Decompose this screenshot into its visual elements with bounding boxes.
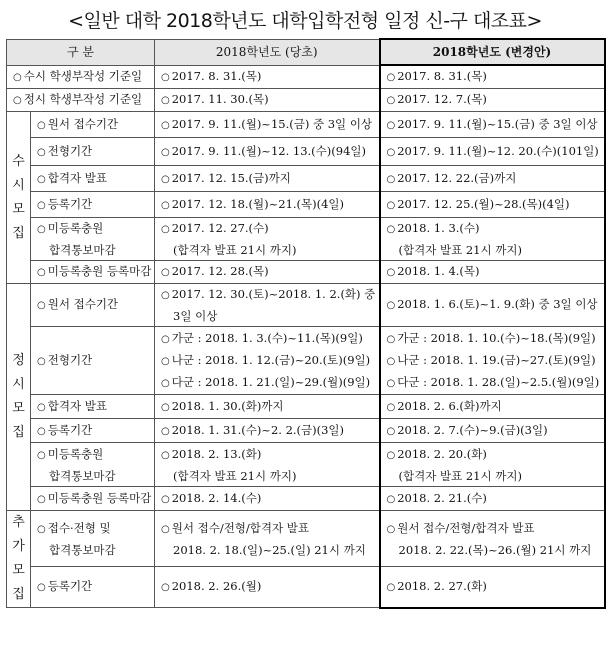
header-category: 구 분 xyxy=(7,39,155,65)
new-value xyxy=(380,261,605,284)
cell-text: 2018. 1. 6.(토)~1. 9.(화) 중 3일 이상 xyxy=(397,297,598,311)
schedule-table xyxy=(6,38,606,609)
cell-text: 2017. 8. 31.(목) xyxy=(171,68,262,83)
new-value xyxy=(380,327,605,395)
bullet-icon: ○ xyxy=(386,72,396,83)
cell-text: 2017. 12. 22.(금)까지 xyxy=(397,170,517,185)
section-char: 가 xyxy=(12,539,25,554)
table-row xyxy=(7,443,605,487)
bullet-icon: ○ xyxy=(386,173,396,185)
cell-text: 2018. 2. 14.(수) xyxy=(171,490,262,505)
cell-text: 원서 접수/전형/합격자 발표 xyxy=(397,520,535,535)
cell-text: 합격자 발표 xyxy=(47,170,107,185)
bullet-icon: ○ xyxy=(161,71,170,83)
new-value xyxy=(380,284,605,327)
cell-text: 등록기간 xyxy=(47,196,93,211)
header-old: 2018학년도 (당초) xyxy=(155,39,380,65)
new-value xyxy=(380,138,605,166)
cell-text: 합격자 발표 xyxy=(47,398,107,413)
cell-text: 2017. 12. 15.(금)까지 xyxy=(171,170,291,185)
bullet-icon: ○ xyxy=(161,449,170,461)
cell-text: 2018. 2. 27.(화) xyxy=(397,578,487,593)
cell-text: 2018. 2. 6.(화)까지 xyxy=(397,398,502,413)
bullet-icon: ○ xyxy=(386,267,396,278)
old-value xyxy=(155,112,380,138)
cell-text: (합격자 발표 21시 까지) xyxy=(398,243,522,257)
bullet-icon: ○ xyxy=(386,581,396,593)
cell-text: 2018. 1. 4.(목) xyxy=(397,264,480,278)
bullet-icon: ○ xyxy=(386,333,396,345)
new-value xyxy=(380,487,605,511)
cell-text: 미등록충원 등록마감 xyxy=(47,490,152,505)
bullet-icon: ○ xyxy=(37,401,46,413)
bullet-icon: ○ xyxy=(386,95,396,106)
bullet-icon: ○ xyxy=(37,582,46,594)
cell-text: 가군 : 2018. 1. 10.(수)~18.(목)(9일) xyxy=(397,330,596,345)
header-new: 2018학년도 (변경안) xyxy=(380,39,605,65)
cell-text: 미등록충원 xyxy=(47,221,104,235)
table-row xyxy=(7,65,605,89)
new-value xyxy=(380,65,605,89)
bullet-icon: ○ xyxy=(161,377,170,389)
bullet-icon: ○ xyxy=(386,355,396,367)
cell-text: 2018. 1. 31.(수)~2. 2.(금)(3일) xyxy=(171,422,345,437)
new-value xyxy=(380,166,605,192)
cell-text: 수시 학생부작성 기준일 xyxy=(23,68,143,83)
row-label xyxy=(31,567,155,608)
row-label xyxy=(31,138,155,166)
cell-text: 미등록충원 등록마감 xyxy=(47,264,152,278)
cell-text: 가군 : 2018. 1. 3.(수)~11.(목)(9일) xyxy=(171,330,363,345)
cell-text: 2017. 12. 18.(월)~21.(목)(4일) xyxy=(171,196,345,211)
bullet-icon: ○ xyxy=(161,95,170,106)
new-value xyxy=(380,567,605,608)
row-label xyxy=(31,443,155,487)
table-row xyxy=(7,511,605,567)
table-row xyxy=(7,487,605,511)
bullet-icon: ○ xyxy=(386,449,396,461)
row-label xyxy=(31,487,155,511)
section-char: 집 xyxy=(12,425,25,440)
cell-text: 다군 : 2018. 1. 21.(일)~29.(월)(9일) xyxy=(171,374,371,389)
bullet-icon: ○ xyxy=(161,224,170,235)
row-label xyxy=(31,284,155,327)
schedule-body xyxy=(7,65,605,608)
section-char: 수 xyxy=(12,153,25,169)
new-value xyxy=(380,395,605,419)
bullet-icon: ○ xyxy=(161,119,170,131)
section-label-chuga xyxy=(7,511,31,608)
old-value xyxy=(155,327,380,395)
old-value xyxy=(155,443,380,487)
cell-text: 3일 이상 xyxy=(173,309,218,323)
cell-text: 2017. 9. 11.(월)~12. 13.(수)(94일) xyxy=(171,143,366,158)
old-value xyxy=(155,419,380,443)
cell-text: 2017. 12. 30.(토)~2018. 1. 2.(화) 중 xyxy=(171,287,376,301)
bullet-icon: ○ xyxy=(37,267,46,278)
bullet-icon: ○ xyxy=(161,173,170,185)
section-char: 시 xyxy=(12,377,25,392)
cell-text: 합격통보마감 xyxy=(49,468,116,483)
old-value xyxy=(155,218,380,261)
table-row xyxy=(7,89,605,112)
bullet-icon: ○ xyxy=(37,173,46,185)
cell-text: 2018. 1. 30.(화)까지 xyxy=(171,398,284,413)
old-value xyxy=(155,192,380,218)
table-row xyxy=(7,138,605,166)
new-value xyxy=(380,443,605,487)
cell-text: 2017. 9. 11.(월)~12. 20.(수)(101일) xyxy=(397,143,599,158)
cell-text: 원서 접수/전형/합격자 발표 xyxy=(171,520,309,535)
header-row xyxy=(7,39,605,65)
row-label xyxy=(31,218,155,261)
cell-text: 2017. 9. 11.(월)~15.(금) 중 3일 이상 xyxy=(397,116,598,131)
bullet-icon: ○ xyxy=(386,119,396,131)
bullet-icon: ○ xyxy=(37,425,46,437)
section-label-susi xyxy=(7,112,31,284)
table-row xyxy=(7,261,605,284)
cell-text: 2017. 12. 25.(월)~28.(목)(4일) xyxy=(397,196,570,211)
bullet-icon: ○ xyxy=(37,224,46,235)
bullet-icon: ○ xyxy=(37,523,46,535)
section-char: 모 xyxy=(12,563,25,578)
bullet-icon: ○ xyxy=(161,355,170,367)
bullet-icon: ○ xyxy=(161,425,170,437)
bullet-icon: ○ xyxy=(37,300,46,311)
cell-text: 2017. 12. 7.(목) xyxy=(397,92,487,106)
cell-text: 나군 : 2018. 1. 19.(금)~27.(토)(9일) xyxy=(397,352,596,367)
bullet-icon: ○ xyxy=(161,290,170,301)
row-label xyxy=(31,112,155,138)
new-value xyxy=(380,511,605,567)
cell-text: 2018. 2. 26.(월) xyxy=(171,579,262,594)
bullet-icon: ○ xyxy=(161,333,170,345)
row-label xyxy=(7,65,155,89)
cell-text: 2017. 12. 28.(목) xyxy=(171,264,269,278)
old-value xyxy=(155,138,380,166)
bullet-icon: ○ xyxy=(161,523,170,535)
table-row xyxy=(7,395,605,419)
row-label xyxy=(31,511,155,567)
table-row xyxy=(7,567,605,608)
bullet-icon: ○ xyxy=(386,401,396,413)
section-char: 모 xyxy=(12,401,25,416)
new-value xyxy=(380,419,605,443)
bullet-icon: ○ xyxy=(37,146,46,158)
bullet-icon: ○ xyxy=(161,582,170,594)
bullet-icon: ○ xyxy=(386,425,396,437)
bullet-icon: ○ xyxy=(161,401,170,413)
old-value xyxy=(155,261,380,284)
cell-text: (합격자 발표 21시 까지) xyxy=(173,243,297,257)
cell-text: 2018. 2. 18.(일)~25.(일) 21시 까지 xyxy=(173,542,366,557)
cell-text: 원서 접수기간 xyxy=(47,297,119,311)
page-title: <일반 대학 2018학년도 대학입학전형 일정 신-구 대조표> xyxy=(68,10,542,32)
bullet-icon: ○ xyxy=(13,95,22,106)
cell-text: 다군 : 2018. 1. 28.(일)~2.5.(월)(9일) xyxy=(397,374,600,389)
section-char: 모 xyxy=(12,201,25,217)
cell-text: 등록기간 xyxy=(47,579,93,594)
cell-text: 합격통보마감 xyxy=(49,542,116,557)
section-char: 시 xyxy=(12,177,25,193)
cell-text: 2018. 2. 7.(수)~9.(금)(3일) xyxy=(397,422,548,437)
cell-text: 원서 접수기간 xyxy=(47,116,119,131)
row-label xyxy=(31,395,155,419)
bullet-icon: ○ xyxy=(386,224,396,235)
bullet-icon: ○ xyxy=(386,199,396,211)
row-label xyxy=(31,327,155,395)
table-row xyxy=(7,419,605,443)
new-value xyxy=(380,192,605,218)
bullet-icon: ○ xyxy=(37,199,46,211)
cell-text: 등록기간 xyxy=(47,422,93,437)
cell-text: 2017. 9. 11.(월)~15.(금) 중 3일 이상 xyxy=(171,116,373,131)
bullet-icon: ○ xyxy=(386,146,396,158)
bullet-icon: ○ xyxy=(386,493,396,505)
old-value xyxy=(155,284,380,327)
cell-text: 나군 : 2018. 1. 12.(금)~20.(토)(9일) xyxy=(171,352,371,367)
row-label xyxy=(31,166,155,192)
old-value xyxy=(155,511,380,567)
section-char: 집 xyxy=(12,587,25,602)
row-label xyxy=(7,89,155,112)
old-value xyxy=(155,487,380,511)
new-value xyxy=(380,89,605,112)
cell-text: 2018. 2. 22.(목)~26.(월) 21시 까지 xyxy=(398,542,592,557)
bullet-icon: ○ xyxy=(386,523,396,535)
cell-text: 전형기간 xyxy=(47,143,93,158)
section-char: 추 xyxy=(12,515,25,530)
cell-text: 접수·전형 및 xyxy=(47,520,111,535)
bullet-icon: ○ xyxy=(386,300,396,311)
table-row xyxy=(7,327,605,395)
old-value xyxy=(155,65,380,89)
bullet-icon: ○ xyxy=(161,199,170,211)
bullet-icon: ○ xyxy=(161,146,170,158)
cell-text: 2018. 1. 3.(수) xyxy=(397,221,480,235)
table-row xyxy=(7,112,605,138)
cell-text: 2018. 2. 20.(화) xyxy=(397,446,487,461)
table-row xyxy=(7,166,605,192)
section-label-jeongsi xyxy=(7,284,31,511)
old-value xyxy=(155,89,380,112)
cell-text: 2017. 11. 30.(목) xyxy=(171,92,269,106)
cell-text: (합격자 발표 21시 까지) xyxy=(398,468,522,483)
row-label xyxy=(31,261,155,284)
cell-text: 2018. 2. 13.(화) xyxy=(171,446,262,461)
cell-text: 2017. 8. 31.(목) xyxy=(397,69,487,83)
table-row xyxy=(7,284,605,327)
table-row xyxy=(7,218,605,261)
old-value xyxy=(155,395,380,419)
cell-text: 정시 학생부작성 기준일 xyxy=(23,92,143,106)
cell-text: 2018. 2. 21.(수) xyxy=(397,490,487,505)
cell-text: (합격자 발표 21시 까지) xyxy=(173,468,297,483)
new-value xyxy=(380,218,605,261)
bullet-icon: ○ xyxy=(37,119,46,131)
bullet-icon: ○ xyxy=(37,449,46,461)
bullet-icon: ○ xyxy=(161,493,170,505)
section-char: 정 xyxy=(12,353,25,368)
cell-text: 전형기간 xyxy=(47,352,93,367)
bullet-icon: ○ xyxy=(161,267,170,278)
table-row xyxy=(7,192,605,218)
bullet-icon: ○ xyxy=(37,493,46,505)
row-label xyxy=(31,192,155,218)
old-value xyxy=(155,567,380,608)
cell-text: 합격통보마감 xyxy=(49,243,116,257)
bullet-icon: ○ xyxy=(386,377,396,389)
new-value xyxy=(380,112,605,138)
row-label xyxy=(31,419,155,443)
old-value xyxy=(155,166,380,192)
bullet-icon: ○ xyxy=(13,71,22,83)
cell-text: 미등록충원 xyxy=(47,446,104,461)
section-char: 집 xyxy=(12,225,25,241)
cell-text: 2017. 12. 27.(수) xyxy=(171,221,269,235)
bullet-icon: ○ xyxy=(37,355,46,367)
